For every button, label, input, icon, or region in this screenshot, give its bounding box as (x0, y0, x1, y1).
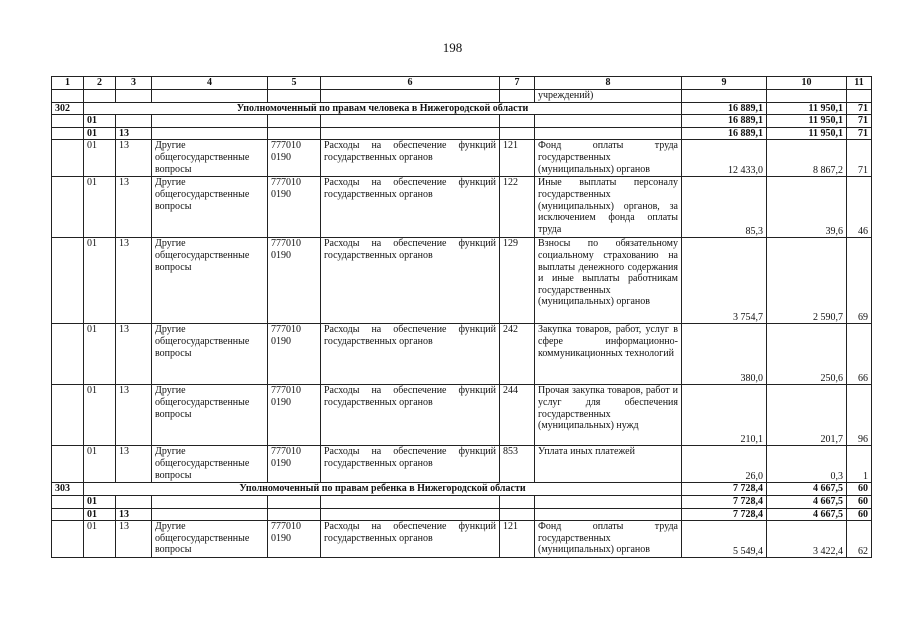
percent-value: 62 (847, 521, 872, 558)
section-name: Другие общегосударственные вопросы (152, 385, 268, 446)
col-header: 1 (52, 77, 84, 90)
subtotal-row (52, 495, 872, 508)
podrazdel-code: 13 (116, 324, 152, 385)
plan-value: 210,1 (682, 385, 767, 446)
header-row (52, 77, 872, 90)
table-cell (152, 495, 268, 508)
razdel-code: 01 (84, 324, 116, 385)
podrazdel-code: 13 (116, 238, 152, 324)
target-article: 777010 0190 (268, 140, 321, 177)
razdel-code: 01 (84, 446, 116, 483)
razdel-code: 01 (84, 127, 116, 140)
table-cell (152, 508, 268, 521)
table-cell (52, 115, 84, 128)
table-cell (52, 495, 84, 508)
table-cell (321, 115, 500, 128)
target-name: Расходы на обеспечение функций государственных органов (321, 521, 500, 558)
subtotal-percent: 60 (847, 508, 872, 521)
col-header: 9 (682, 77, 767, 90)
fact-value: 250,6 (767, 324, 847, 385)
section-name: Другие общегосударственные вопросы (152, 324, 268, 385)
expense-type-code: 242 (500, 324, 535, 385)
podrazdel-code: 13 (116, 385, 152, 446)
section-code: 302 (52, 102, 84, 115)
fact-value: 39,6 (767, 177, 847, 238)
plan-value: 12 433,0 (682, 140, 767, 177)
plan-value: 3 754,7 (682, 238, 767, 324)
podrazdel-code: 13 (116, 177, 152, 238)
table-cell (535, 127, 682, 140)
percent-value: 1 (847, 446, 872, 483)
expense-type-name: Фонд оплаты труда государственных (муниципальных) органов (535, 140, 682, 177)
razdel-code: 01 (84, 495, 116, 508)
fact-value: 8 867,2 (767, 140, 847, 177)
col-header: 7 (500, 77, 535, 90)
subtotal-value: 7 728,4 (682, 495, 767, 508)
table-cell (500, 508, 535, 521)
podrazdel-code: 13 (116, 140, 152, 177)
col-header: 6 (321, 77, 500, 90)
expense-type-name: Иные выплаты персоналу государственных (муниципальных) органов, за исключением фонда оплаты труда (535, 177, 682, 238)
col-header: 2 (84, 77, 116, 90)
section-name: Другие общегосударственные вопросы (152, 238, 268, 324)
target-name: Расходы на обеспечение функций государственных органов (321, 385, 500, 446)
table-cell (52, 324, 84, 385)
plan-value: 85,3 (682, 177, 767, 238)
section-name: Другие общегосударственные вопросы (152, 177, 268, 238)
table-cell (52, 508, 84, 521)
target-article: 777010 0190 (268, 521, 321, 558)
percent-value: 46 (847, 177, 872, 238)
section-name: Другие общегосударственные вопросы (152, 446, 268, 483)
fact-value: 0,3 (767, 446, 847, 483)
section-sum: 4 667,5 (767, 483, 847, 496)
fact-value: 201,7 (767, 385, 847, 446)
subtotal-row (52, 115, 872, 128)
table-cell (268, 115, 321, 128)
subtotal-value: 4 667,5 (767, 508, 847, 521)
subtotal-value: 16 889,1 (682, 115, 767, 128)
percent-value: 66 (847, 324, 872, 385)
budget-table (51, 76, 872, 558)
table-cell (535, 495, 682, 508)
target-name: Расходы на обеспечение функций государственных органов (321, 238, 500, 324)
subtotal-percent: 60 (847, 495, 872, 508)
table-cell (152, 127, 268, 140)
razdel-code: 01 (84, 140, 116, 177)
podrazdel-code (116, 495, 152, 508)
col-header: 11 (847, 77, 872, 90)
table-cell (535, 115, 682, 128)
podrazdel-code: 13 (116, 521, 152, 558)
table-row (52, 238, 872, 324)
razdel-code: 01 (84, 521, 116, 558)
subtotal-row (52, 508, 872, 521)
expense-type-name: Фонд оплаты труда государственных (муниципальных) органов (535, 521, 682, 558)
podrazdel-code: 13 (116, 446, 152, 483)
section-title: Уполномоченный по правам ребенка в Нижегородской области (84, 483, 682, 496)
table-cell (268, 495, 321, 508)
table-cell (52, 177, 84, 238)
fact-value: 2 590,7 (767, 238, 847, 324)
col-header: 10 (767, 77, 847, 90)
table-row (52, 324, 872, 385)
page-number: 198 (442, 40, 463, 55)
table-cell (500, 495, 535, 508)
target-article: 777010 0190 (268, 446, 321, 483)
expense-type-code: 121 (500, 521, 535, 558)
table-cell (52, 446, 84, 483)
subtotal-value: 11 950,1 (767, 127, 847, 140)
section-sum: 60 (847, 483, 872, 496)
section-sum: 11 950,1 (767, 102, 847, 115)
expense-type-name: Прочая закупка товаров, работ и услуг для обеспечения государственных (муниципальных) нужд (535, 385, 682, 446)
target-name: Расходы на обеспечение функций государственных органов (321, 324, 500, 385)
expense-type-code: 853 (500, 446, 535, 483)
table-cell (535, 508, 682, 521)
section-sum: 7 728,4 (682, 483, 767, 496)
col-header: 8 (535, 77, 682, 90)
razdel-code: 01 (84, 177, 116, 238)
target-article: 777010 0190 (268, 385, 321, 446)
expense-type-code: 129 (500, 238, 535, 324)
table-cell (321, 508, 500, 521)
table-cell (52, 127, 84, 140)
table-cell (268, 127, 321, 140)
col-header: 5 (268, 77, 321, 90)
table-cell (52, 140, 84, 177)
percent-value: 69 (847, 238, 872, 324)
fact-value: 3 422,4 (767, 521, 847, 558)
table-cell (500, 127, 535, 140)
podrazdel-code: 13 (116, 127, 152, 140)
subtotal-percent: 71 (847, 127, 872, 140)
target-article: 777010 0190 (268, 238, 321, 324)
subtotal-value: 11 950,1 (767, 115, 847, 128)
percent-value: 96 (847, 385, 872, 446)
section-sum: 16 889,1 (682, 102, 767, 115)
razdel-code: 01 (84, 508, 116, 521)
subtotal-value: 4 667,5 (767, 495, 847, 508)
section-name: Другие общегосударственные вопросы (152, 521, 268, 558)
expense-type-code: 122 (500, 177, 535, 238)
podrazdel-code: 13 (116, 508, 152, 521)
target-article: 777010 0190 (268, 177, 321, 238)
table-cell (321, 495, 500, 508)
subtotal-value: 16 889,1 (682, 127, 767, 140)
section-code: 303 (52, 483, 84, 496)
subtotal-row (52, 127, 872, 140)
table-cell (52, 521, 84, 558)
subtotal-value: 7 728,4 (682, 508, 767, 521)
table-cell (500, 115, 535, 128)
col-header: 4 (152, 77, 268, 90)
table-row (52, 177, 872, 238)
subtotal-percent: 71 (847, 115, 872, 128)
percent-value: 71 (847, 140, 872, 177)
table-row (52, 446, 872, 483)
table-cell (52, 238, 84, 324)
table-cell (152, 115, 268, 128)
table-row (52, 385, 872, 446)
razdel-code: 01 (84, 385, 116, 446)
table-row (52, 521, 872, 558)
plan-value: 26,0 (682, 446, 767, 483)
expense-type-name: Закупка товаров, работ, услуг в сфере информационно-коммуникационных технологий (535, 324, 682, 385)
section-sum: 71 (847, 102, 872, 115)
target-name: Расходы на обеспечение функций государственных органов (321, 177, 500, 238)
razdel-code: 01 (84, 115, 116, 128)
table-cell (52, 385, 84, 446)
expense-type-code: 121 (500, 140, 535, 177)
plan-value: 380,0 (682, 324, 767, 385)
table-row (52, 140, 872, 177)
section-name: Другие общегосударственные вопросы (152, 140, 268, 177)
target-name: Расходы на обеспечение функций государственных органов (321, 140, 500, 177)
table-body (52, 77, 872, 558)
table-cell (268, 508, 321, 521)
expense-type-code: 244 (500, 385, 535, 446)
target-name: Расходы на обеспечение функций государственных органов (321, 446, 500, 483)
continuation-row (52, 90, 872, 103)
section-title: Уполномоченный по правам человека в Нижегородской области (84, 102, 682, 115)
razdel-code: 01 (84, 238, 116, 324)
continuation-text: учреждений) (535, 90, 682, 103)
section-row (52, 102, 872, 115)
table-cell (321, 127, 500, 140)
expense-type-name: Уплата иных платежей (535, 446, 682, 483)
col-header: 3 (116, 77, 152, 90)
expense-type-name: Взносы по обязательному социальному страхованию на выплаты денежного содержания и иные выплаты работникам государственных (муниципальных) органов (535, 238, 682, 324)
target-article: 777010 0190 (268, 324, 321, 385)
section-row (52, 483, 872, 496)
plan-value: 5 549,4 (682, 521, 767, 558)
podrazdel-code (116, 115, 152, 128)
